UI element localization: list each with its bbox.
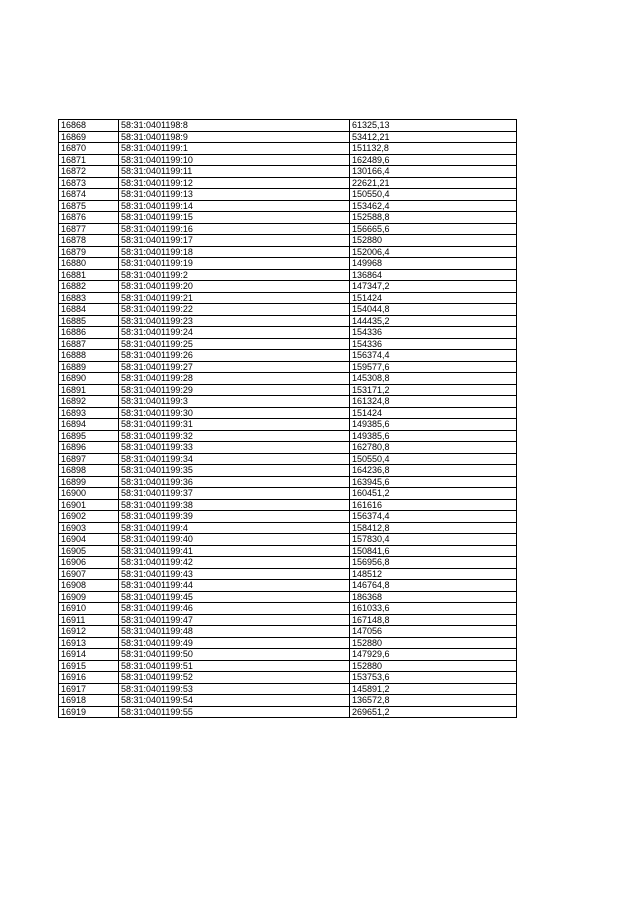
cadastral-number-cell: 58:31:0401199:20: [119, 281, 350, 293]
value-cell: 151132,8: [350, 143, 517, 155]
cadastral-number-cell: 58:31:0401199:52: [119, 672, 350, 684]
value-cell: 159577,6: [350, 361, 517, 373]
value-cell: 153753,6: [350, 672, 517, 684]
row-number-cell: 16878: [59, 235, 119, 247]
row-number-cell: 16918: [59, 695, 119, 707]
table-row: [59, 430, 517, 442]
table-row: [59, 626, 517, 638]
cadastral-number-cell: 58:31:0401199:17: [119, 235, 350, 247]
table-row: [59, 350, 517, 362]
cadastral-number-cell: 58:31:0401199:33: [119, 442, 350, 454]
row-number-cell: 16868: [59, 120, 119, 132]
row-number-cell: 16919: [59, 706, 119, 718]
value-cell: 152006,4: [350, 246, 517, 258]
value-cell: 160451,2: [350, 488, 517, 500]
value-cell: 147347,2: [350, 281, 517, 293]
cadastral-number-cell: 58:31:0401199:2: [119, 269, 350, 281]
table-row: [59, 672, 517, 684]
value-cell: 151424: [350, 292, 517, 304]
table-row: [59, 200, 517, 212]
cadastral-number-cell: 58:31:0401199:16: [119, 223, 350, 235]
value-cell: 153462,4: [350, 200, 517, 212]
row-number-cell: 16909: [59, 591, 119, 603]
row-number-cell: 16884: [59, 304, 119, 316]
value-cell: 152880: [350, 235, 517, 247]
table-row: [59, 419, 517, 431]
value-cell: 53412,21: [350, 131, 517, 143]
row-number-cell: 16916: [59, 672, 119, 684]
table-row: [59, 545, 517, 557]
table-row: [59, 603, 517, 615]
table-row: [59, 258, 517, 270]
row-number-cell: 16910: [59, 603, 119, 615]
table-row: [59, 189, 517, 201]
value-cell: 145308,8: [350, 373, 517, 385]
table-row: [59, 304, 517, 316]
row-number-cell: 16879: [59, 246, 119, 258]
cadastral-number-cell: 58:31:0401199:44: [119, 580, 350, 592]
value-cell: 22621,21: [350, 177, 517, 189]
value-cell: 136864: [350, 269, 517, 281]
value-cell: 61325,13: [350, 120, 517, 132]
value-cell: 269651,2: [350, 706, 517, 718]
row-number-cell: 16873: [59, 177, 119, 189]
value-cell: 161033,6: [350, 603, 517, 615]
row-number-cell: 16883: [59, 292, 119, 304]
row-number-cell: 16871: [59, 154, 119, 166]
cadastral-number-cell: 58:31:0401199:21: [119, 292, 350, 304]
table-row: [59, 166, 517, 178]
cadastral-number-cell: 58:31:0401199:12: [119, 177, 350, 189]
row-number-cell: 16903: [59, 522, 119, 534]
cadastral-number-cell: 58:31:0401199:34: [119, 453, 350, 465]
value-cell: 186368: [350, 591, 517, 603]
row-number-cell: 16901: [59, 499, 119, 511]
cadastral-number-cell: 58:31:0401199:42: [119, 557, 350, 569]
row-number-cell: 16899: [59, 476, 119, 488]
value-cell: 154336: [350, 327, 517, 339]
data-table: [58, 119, 517, 718]
value-cell: 147929,6: [350, 649, 517, 661]
table-row: [59, 465, 517, 477]
row-number-cell: 16902: [59, 511, 119, 523]
row-number-cell: 16914: [59, 649, 119, 661]
value-cell: 151424: [350, 407, 517, 419]
row-number-cell: 16869: [59, 131, 119, 143]
table-row: [59, 177, 517, 189]
row-number-cell: 16894: [59, 419, 119, 431]
row-number-cell: 16889: [59, 361, 119, 373]
cadastral-number-cell: 58:31:0401199:11: [119, 166, 350, 178]
table-row: [59, 614, 517, 626]
row-number-cell: 16876: [59, 212, 119, 224]
row-number-cell: 16911: [59, 614, 119, 626]
table-row: [59, 396, 517, 408]
table-row: [59, 637, 517, 649]
value-cell: 150841,6: [350, 545, 517, 557]
cadastral-number-cell: 58:31:0401199:18: [119, 246, 350, 258]
value-cell: 154336: [350, 338, 517, 350]
table-row: [59, 499, 517, 511]
row-number-cell: 16905: [59, 545, 119, 557]
row-number-cell: 16915: [59, 660, 119, 672]
cadastral-number-cell: 58:31:0401199:39: [119, 511, 350, 523]
cadastral-number-cell: 58:31:0401199:37: [119, 488, 350, 500]
table-row: [59, 292, 517, 304]
value-cell: 152880: [350, 660, 517, 672]
table-row: [59, 568, 517, 580]
row-number-cell: 16904: [59, 534, 119, 546]
cadastral-number-cell: 58:31:0401199:53: [119, 683, 350, 695]
cadastral-number-cell: 58:31:0401199:22: [119, 304, 350, 316]
cadastral-number-cell: 58:31:0401199:13: [119, 189, 350, 201]
table-row: [59, 557, 517, 569]
cadastral-number-cell: 58:31:0401199:26: [119, 350, 350, 362]
table-row: [59, 649, 517, 661]
row-number-cell: 16875: [59, 200, 119, 212]
value-cell: 130166,4: [350, 166, 517, 178]
table-row: [59, 695, 517, 707]
row-number-cell: 16912: [59, 626, 119, 638]
row-number-cell: 16874: [59, 189, 119, 201]
table-row: [59, 683, 517, 695]
value-cell: 148512: [350, 568, 517, 580]
table-row: [59, 338, 517, 350]
cadastral-number-cell: 58:31:0401199:3: [119, 396, 350, 408]
cadastral-number-cell: 58:31:0401199:47: [119, 614, 350, 626]
row-number-cell: 16877: [59, 223, 119, 235]
value-cell: 145891,2: [350, 683, 517, 695]
value-cell: 152588,8: [350, 212, 517, 224]
row-number-cell: 16898: [59, 465, 119, 477]
row-number-cell: 16906: [59, 557, 119, 569]
value-cell: 147056: [350, 626, 517, 638]
cadastral-number-cell: 58:31:0401199:50: [119, 649, 350, 661]
cadastral-number-cell: 58:31:0401199:35: [119, 465, 350, 477]
value-cell: 162780,8: [350, 442, 517, 454]
value-cell: 149968: [350, 258, 517, 270]
value-cell: 156665,6: [350, 223, 517, 235]
row-number-cell: 16913: [59, 637, 119, 649]
value-cell: 150550,4: [350, 453, 517, 465]
row-number-cell: 16870: [59, 143, 119, 155]
table-row: [59, 269, 517, 281]
table-row: [59, 120, 517, 132]
table-row: [59, 453, 517, 465]
value-cell: 164236,8: [350, 465, 517, 477]
cadastral-number-cell: 58:31:0401199:29: [119, 384, 350, 396]
cadastral-number-cell: 58:31:0401199:36: [119, 476, 350, 488]
cadastral-number-cell: 58:31:0401199:51: [119, 660, 350, 672]
table-row: [59, 407, 517, 419]
table-row: [59, 361, 517, 373]
value-cell: 152880: [350, 637, 517, 649]
value-cell: 163945,6: [350, 476, 517, 488]
row-number-cell: 16888: [59, 350, 119, 362]
table-row: [59, 534, 517, 546]
table-row: [59, 143, 517, 155]
table-row: [59, 384, 517, 396]
row-number-cell: 16907: [59, 568, 119, 580]
table-row: [59, 223, 517, 235]
row-number-cell: 16880: [59, 258, 119, 270]
cadastral-number-cell: 58:31:0401199:40: [119, 534, 350, 546]
cadastral-number-cell: 58:31:0401199:31: [119, 419, 350, 431]
value-cell: 156374,4: [350, 350, 517, 362]
cadastral-number-cell: 58:31:0401199:41: [119, 545, 350, 557]
cadastral-number-cell: 58:31:0401199:24: [119, 327, 350, 339]
value-cell: 136572,8: [350, 695, 517, 707]
table-row: [59, 131, 517, 143]
value-cell: 150550,4: [350, 189, 517, 201]
cadastral-number-cell: 58:31:0401199:38: [119, 499, 350, 511]
cadastral-number-cell: 58:31:0401199:19: [119, 258, 350, 270]
table-row: [59, 327, 517, 339]
row-number-cell: 16881: [59, 269, 119, 281]
value-cell: 162489,6: [350, 154, 517, 166]
cadastral-number-cell: 58:31:0401199:15: [119, 212, 350, 224]
cadastral-number-cell: 58:31:0401199:23: [119, 315, 350, 327]
cadastral-number-cell: 58:31:0401199:55: [119, 706, 350, 718]
row-number-cell: 16887: [59, 338, 119, 350]
table-row: [59, 246, 517, 258]
table-row: [59, 580, 517, 592]
cadastral-number-cell: 58:31:0401199:27: [119, 361, 350, 373]
cadastral-number-cell: 58:31:0401199:1: [119, 143, 350, 155]
cadastral-number-cell: 58:31:0401199:4: [119, 522, 350, 534]
cadastral-number-cell: 58:31:0401199:10: [119, 154, 350, 166]
row-number-cell: 16892: [59, 396, 119, 408]
value-cell: 149385,6: [350, 430, 517, 442]
row-number-cell: 16917: [59, 683, 119, 695]
cadastral-number-cell: 58:31:0401199:14: [119, 200, 350, 212]
row-number-cell: 16886: [59, 327, 119, 339]
table-row: [59, 442, 517, 454]
cadastral-number-cell: 58:31:0401198:8: [119, 120, 350, 132]
table-row: [59, 235, 517, 247]
cadastral-number-cell: 58:31:0401199:48: [119, 626, 350, 638]
row-number-cell: 16891: [59, 384, 119, 396]
cadastral-number-cell: 58:31:0401199:54: [119, 695, 350, 707]
value-cell: 156956,8: [350, 557, 517, 569]
table-row: [59, 522, 517, 534]
value-cell: 144435,2: [350, 315, 517, 327]
table-row: [59, 373, 517, 385]
row-number-cell: 16890: [59, 373, 119, 385]
cadastral-number-cell: 58:31:0401199:43: [119, 568, 350, 580]
table-row: [59, 660, 517, 672]
value-cell: 158412,8: [350, 522, 517, 534]
cadastral-number-cell: 58:31:0401199:30: [119, 407, 350, 419]
cadastral-number-cell: 58:31:0401199:46: [119, 603, 350, 615]
table-row: [59, 511, 517, 523]
cadastral-number-cell: 58:31:0401199:28: [119, 373, 350, 385]
table-row: [59, 281, 517, 293]
value-cell: 161324,8: [350, 396, 517, 408]
value-cell: 157830,4: [350, 534, 517, 546]
table-row: [59, 154, 517, 166]
table-row: [59, 591, 517, 603]
table-row: [59, 315, 517, 327]
row-number-cell: 16872: [59, 166, 119, 178]
cadastral-number-cell: 58:31:0401199:49: [119, 637, 350, 649]
row-number-cell: 16895: [59, 430, 119, 442]
row-number-cell: 16885: [59, 315, 119, 327]
table-row: [59, 212, 517, 224]
cadastral-number-cell: 58:31:0401199:45: [119, 591, 350, 603]
cadastral-number-cell: 58:31:0401198:9: [119, 131, 350, 143]
value-cell: 154044,8: [350, 304, 517, 316]
row-number-cell: 16897: [59, 453, 119, 465]
cadastral-number-cell: 58:31:0401199:25: [119, 338, 350, 350]
row-number-cell: 16908: [59, 580, 119, 592]
row-number-cell: 16882: [59, 281, 119, 293]
table-row: [59, 706, 517, 718]
table-row: [59, 488, 517, 500]
cadastral-number-cell: 58:31:0401199:32: [119, 430, 350, 442]
value-cell: 146764,8: [350, 580, 517, 592]
value-cell: 167148,8: [350, 614, 517, 626]
row-number-cell: 16896: [59, 442, 119, 454]
value-cell: 156374,4: [350, 511, 517, 523]
table-body: [59, 120, 517, 718]
row-number-cell: 16893: [59, 407, 119, 419]
table-row: [59, 476, 517, 488]
value-cell: 153171,2: [350, 384, 517, 396]
value-cell: 161616: [350, 499, 517, 511]
row-number-cell: 16900: [59, 488, 119, 500]
value-cell: 149385,6: [350, 419, 517, 431]
